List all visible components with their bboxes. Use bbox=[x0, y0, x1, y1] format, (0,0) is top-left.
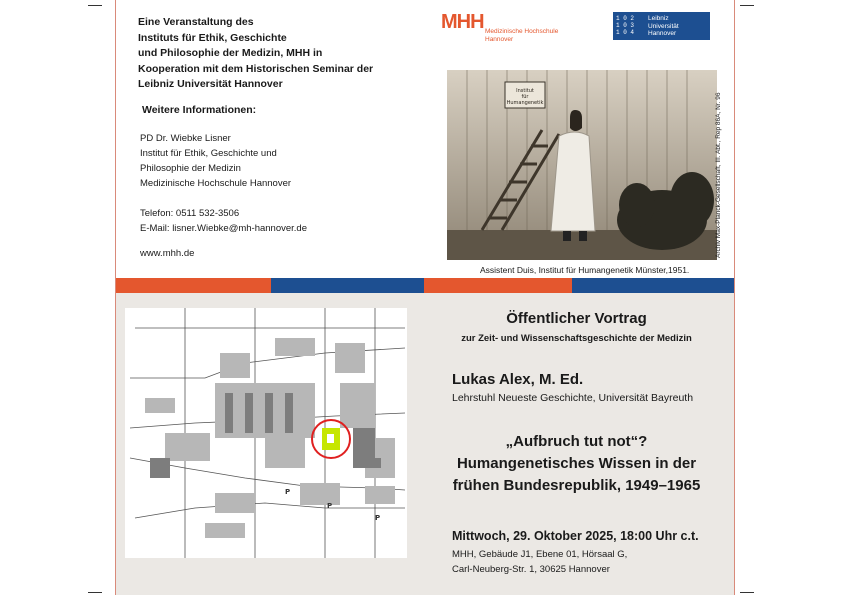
flyer-sheet bbox=[115, 0, 735, 595]
campus-map bbox=[125, 308, 407, 558]
luh-logo-name bbox=[648, 15, 679, 38]
svg-text:P: P bbox=[375, 514, 381, 522]
mhh-logo-name-line: Medizinische Hochschule bbox=[485, 28, 559, 35]
organizer-line: Eine Veranstaltung des bbox=[138, 16, 254, 28]
lecture-title-line: frühen Bundesrepublik, 1949–1965 bbox=[452, 477, 701, 494]
mhh-logo-name bbox=[485, 28, 558, 44]
stripe-blue bbox=[271, 278, 424, 293]
luh-logo-name-line: Leibniz bbox=[648, 15, 669, 22]
building-j1-entrance bbox=[327, 434, 334, 443]
sign-text: Humangenetik bbox=[506, 100, 544, 106]
contact-email[interactable]: E-Mail: lisner.Wiebke@mh-hannover.de bbox=[140, 223, 307, 234]
lower-panel bbox=[116, 293, 734, 595]
luh-logo-mark bbox=[616, 15, 634, 36]
svg-text:P: P bbox=[285, 488, 291, 496]
organizer-line: und Philosophie der Medizin, MHH in bbox=[138, 47, 323, 59]
contact-phone: Telefon: 0511 532-3506 bbox=[140, 208, 240, 219]
luh-logo-name-line: Hannover bbox=[648, 30, 677, 37]
historical-photo bbox=[447, 70, 717, 260]
contact-line: Philosophie der Medizin bbox=[140, 163, 241, 174]
organizer-block bbox=[138, 15, 398, 93]
location-line: Carl-Neuberg-Str. 1, 30625 Hannover bbox=[452, 564, 610, 575]
photo-illustration bbox=[447, 70, 717, 260]
upper-panel bbox=[116, 0, 734, 278]
mhh-logo-mark: MHH bbox=[441, 11, 484, 33]
speaker-affiliation: Lehrstuhl Neueste Geschichte, Universität Bayreuth bbox=[452, 392, 694, 404]
event-datetime: Mittwoch, 29. Oktober 2025, 18:00 Uhr c.t. bbox=[452, 529, 699, 543]
location-line: MHH, Gebäude J1, Ebene 01, Hörsaal G, bbox=[452, 549, 628, 560]
info-heading: Weitere Informationen: bbox=[142, 104, 257, 116]
lecture-title-line: Humangenetisches Wissen in der bbox=[456, 455, 697, 472]
website-link[interactable]: www.mhh.de bbox=[140, 248, 195, 259]
campus-map-drawing bbox=[125, 308, 407, 558]
mhh-logo-name-line: Hannover bbox=[485, 36, 514, 43]
luh-logo-mark-line: 1 0 3 bbox=[616, 22, 635, 29]
event-subtitle: zur Zeit- und Wissenschaftsgeschichte der Medizin bbox=[461, 333, 692, 344]
crop-mark bbox=[740, 592, 754, 593]
contact-spacer bbox=[140, 191, 307, 206]
event-location bbox=[452, 547, 627, 577]
mhh-logo bbox=[441, 11, 566, 45]
lecture-title bbox=[434, 431, 719, 497]
luh-logo bbox=[613, 12, 710, 40]
archive-credit: Archiv Max-Planck-Gesellschaft, III. Abt., Rep 86A, Nr. 96 bbox=[715, 92, 722, 258]
stripe-orange bbox=[116, 278, 271, 293]
stripe-orange bbox=[424, 278, 572, 293]
contact-line: PD Dr. Wiebke Lisner bbox=[140, 133, 231, 144]
luh-logo-name-line: Universität bbox=[648, 22, 679, 30]
contact-line: Medizinische Hochschule Hannover bbox=[140, 178, 292, 189]
organizer-line: Kooperation mit dem Historischen Seminar der bbox=[138, 62, 374, 75]
svg-text:P: P bbox=[327, 502, 333, 510]
lecture-title-line: „Aufbruch tut not“? bbox=[505, 433, 648, 450]
crop-mark bbox=[740, 5, 754, 6]
photo-caption: Assistent Duis, Institut für Humangenetik Münster,1951. bbox=[480, 265, 690, 275]
luh-logo-mark-line: 1 0 4 bbox=[616, 29, 635, 36]
sign-text: Institut bbox=[516, 88, 534, 94]
contact-block bbox=[140, 131, 307, 236]
crop-mark bbox=[88, 592, 102, 593]
contact-line: Institut für Ethik, Geschichte und bbox=[140, 148, 277, 159]
speaker-name: Lukas Alex, M. Ed. bbox=[452, 371, 584, 388]
organizer-line: Instituts für Ethik, Geschichte bbox=[138, 31, 287, 44]
crop-mark bbox=[88, 5, 102, 6]
luh-logo-mark-line: 1 0 2 bbox=[616, 15, 635, 22]
stripe-blue bbox=[572, 278, 734, 293]
event-type: Öffentlicher Vortrag bbox=[506, 310, 647, 327]
organizer-line: Leibniz Universität Hannover bbox=[138, 78, 283, 90]
sign-text: für bbox=[521, 94, 529, 100]
